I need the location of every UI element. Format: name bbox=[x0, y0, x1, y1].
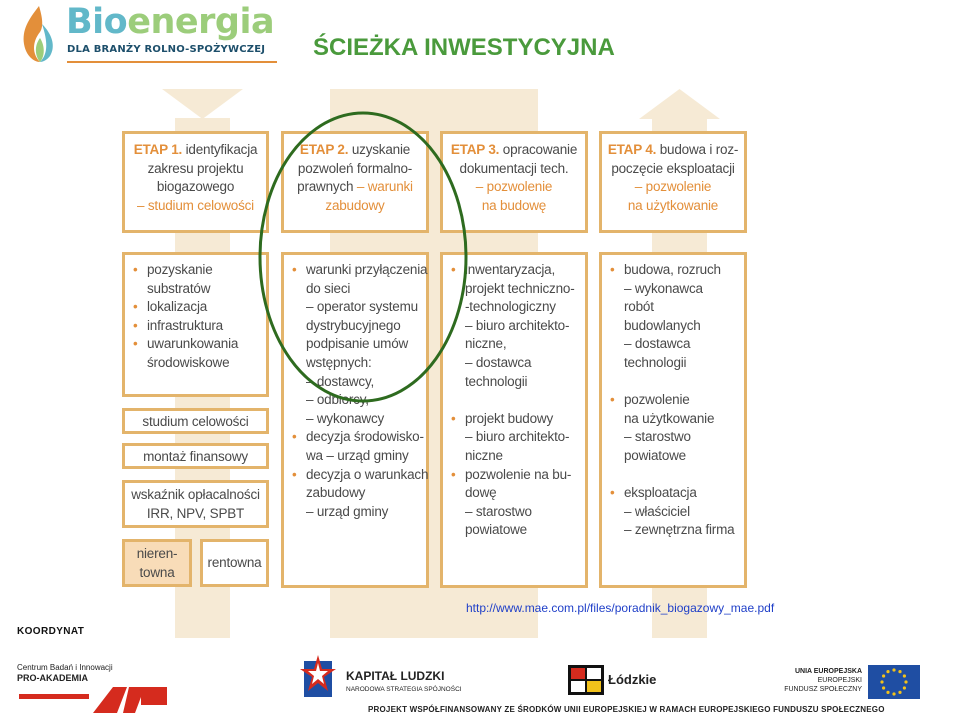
stage-1-title-line bbox=[129, 197, 262, 216]
list-item-text: lokalizacja bbox=[147, 299, 208, 315]
stage-4-list-item bbox=[610, 354, 742, 373]
list-item-text: na użytkowanie bbox=[624, 410, 715, 426]
stage-4-header-box bbox=[599, 131, 747, 233]
list-item-text: decyzja o warunkach bbox=[306, 466, 429, 482]
list-item-text: powiatowe bbox=[624, 447, 686, 463]
stage-4-list-item bbox=[610, 521, 742, 540]
list-item-text: wa – urząd gminy bbox=[306, 447, 409, 463]
stage-2-list-item bbox=[292, 410, 424, 429]
rentowna-box bbox=[200, 539, 269, 587]
stage-4-list-item bbox=[610, 391, 742, 410]
list-item-text: decyzja środowisko- bbox=[306, 429, 424, 445]
bullet-icon: • bbox=[451, 466, 456, 482]
stage-title-text: – pozwolenie bbox=[475, 179, 553, 195]
rentowna-label: rentowna bbox=[207, 555, 262, 570]
stage-1-list-item bbox=[133, 261, 264, 280]
list-item-text: dystrybucyjnego bbox=[306, 317, 401, 333]
bullet-icon: • bbox=[133, 317, 138, 333]
stage-1-list-item bbox=[133, 298, 264, 317]
highlight-ellipse bbox=[255, 108, 471, 406]
list-item-text: pozyskanie bbox=[147, 262, 213, 277]
stage-1-title-line bbox=[129, 178, 262, 197]
pro-akademia-ap-icon bbox=[17, 685, 177, 715]
cofinancing-footer-text: PROJEKT WSPÓŁFINANSOWANY ZE ŚRODKÓW UNII EUROPEJSKIEJ W RAMACH EUROPEJSKIEGO FUNDUSZU SPOŁECZNEGO bbox=[368, 705, 885, 714]
stage-title-text: opracowanie bbox=[502, 142, 578, 157]
stage-4-list-item bbox=[610, 428, 742, 447]
stage-2-list-item bbox=[292, 428, 424, 447]
list-item-text: warunki przyłączenia bbox=[306, 262, 428, 277]
cbi-label-line2: PRO-AKADEMIA bbox=[17, 673, 88, 683]
stage-title-text: ETAP 1. bbox=[133, 142, 186, 157]
montaz-finansowy-box bbox=[122, 443, 269, 469]
stage-2-list-item bbox=[292, 447, 424, 466]
list-item-text: – starostwo bbox=[465, 503, 532, 519]
stage-4-title-line bbox=[606, 160, 740, 179]
stage-4-list-item bbox=[610, 447, 742, 466]
stage-3-list-item bbox=[451, 466, 583, 485]
list-item-text: niczne bbox=[465, 447, 503, 463]
stage-3-list-item bbox=[451, 503, 583, 522]
stage-4-title-line bbox=[606, 141, 740, 160]
stage-title-text: dokumentacji tech. bbox=[459, 160, 569, 176]
eu-flag-icon bbox=[868, 665, 920, 699]
brand-divider bbox=[67, 61, 277, 63]
list-item-text: -technologiczny bbox=[465, 299, 556, 315]
list-item-text: dowę bbox=[465, 485, 497, 501]
list-item-text: – wykonawca bbox=[624, 280, 703, 296]
coordinator-label: KOORDYNAT bbox=[17, 626, 85, 637]
wskaznik-label-line1: wskaźnik opłacalności bbox=[131, 487, 260, 502]
stage-4-list-item bbox=[610, 298, 742, 317]
stage-2-list-item bbox=[292, 503, 424, 522]
list-item-text: – wykonawcy bbox=[306, 410, 385, 426]
stage-title-text: ETAP 3. bbox=[450, 142, 503, 157]
stage-title-text: poczęcie eksploatacji bbox=[611, 160, 735, 176]
stage-4-list-item bbox=[610, 484, 742, 503]
stage-4-list-item bbox=[610, 317, 742, 336]
stage-title-text: – warunki bbox=[356, 179, 413, 195]
bullet-icon: • bbox=[133, 336, 138, 352]
brand-name-part2: energia bbox=[127, 2, 275, 42]
list-item-text: eksploatacja bbox=[624, 485, 697, 501]
eu-label-line3: FUNDUSZ SPOŁECZNY bbox=[784, 686, 862, 693]
list-item-text: technologii bbox=[465, 373, 528, 389]
stage-title-text: zakresu projektu bbox=[147, 160, 244, 176]
stage-4-list-item bbox=[610, 335, 742, 354]
stage-1-list-item bbox=[133, 335, 264, 354]
list-item-text: projekt budowy bbox=[465, 410, 554, 426]
wskaznik-label-line2: IRR, NPV, SPBT bbox=[146, 505, 245, 521]
bullet-icon: • bbox=[133, 299, 138, 315]
list-item-text: – biuro architekto- bbox=[465, 429, 570, 445]
montaz-finansowy-label: montaż finansowy bbox=[143, 449, 248, 464]
stage-title-text: uzyskanie bbox=[351, 142, 411, 157]
stage-4-list-item bbox=[610, 410, 742, 429]
bullet-icon: • bbox=[292, 262, 297, 277]
stage-title-text: prawnych bbox=[297, 179, 357, 195]
kapital-ludzki-subtitle: NARODOWA STRATEGIA SPÓJNOŚCI bbox=[346, 686, 462, 693]
brand-name-part1: Bio bbox=[66, 2, 128, 42]
list-item-text: infrastruktura bbox=[147, 317, 223, 333]
bullet-icon: • bbox=[451, 262, 456, 277]
list-item-text: projekt techniczno- bbox=[465, 280, 575, 296]
list-item-text: pozwolenie na bu- bbox=[465, 466, 572, 482]
stage-title-text: biogazowego bbox=[156, 179, 235, 195]
stage-1-list-item bbox=[133, 317, 264, 336]
list-item-text: budowa, rozruch bbox=[624, 262, 721, 277]
stage-title-text: na budowę bbox=[481, 197, 547, 213]
nierentowna-box bbox=[122, 539, 192, 587]
bullet-icon: • bbox=[451, 410, 456, 426]
stage-1-list-item bbox=[133, 354, 264, 373]
list-item-text: – operator systemu bbox=[306, 299, 418, 315]
list-item-text: budowlanych bbox=[624, 317, 701, 333]
list-item-text: podpisanie umów bbox=[306, 336, 409, 352]
bullet-icon: • bbox=[610, 392, 615, 408]
stage-3-list-item bbox=[451, 410, 583, 429]
stage-title-text: budowa i roz- bbox=[659, 142, 739, 157]
stage-title-text: ETAP 4. bbox=[607, 142, 660, 157]
list-item-text: pozwolenie bbox=[624, 392, 690, 408]
kapital-ludzki-title: KAPITAŁ LUDZKI bbox=[346, 669, 445, 683]
stage-4-list-item bbox=[610, 503, 742, 522]
list-item-text: do sieci bbox=[306, 280, 351, 296]
list-item-text: technologii bbox=[624, 354, 687, 370]
eu-label-line1: UNIA EUROPEJSKA bbox=[794, 668, 862, 675]
studium-celowosci-box bbox=[122, 408, 269, 434]
list-item-text: wstępnych: bbox=[306, 354, 372, 370]
stage-title-text: pozwoleń formalno- bbox=[297, 160, 413, 176]
stage-4-list-item bbox=[610, 466, 742, 485]
stage-3-list-item bbox=[451, 447, 583, 466]
list-item-text: robót bbox=[624, 299, 654, 315]
stage-3-list-item bbox=[451, 484, 583, 503]
stage-2-list-item bbox=[292, 484, 424, 503]
list-item-text: – właściciel bbox=[624, 503, 690, 519]
bullet-icon: • bbox=[292, 466, 297, 482]
eu-label-line2: EUROPEJSKI bbox=[817, 677, 862, 684]
bullet-icon: • bbox=[133, 262, 138, 277]
stage-4-details-box bbox=[599, 252, 747, 588]
stage-title-text: – studium celowości bbox=[136, 197, 254, 213]
stage-4-title-line bbox=[606, 197, 740, 216]
bullet-icon: • bbox=[610, 485, 615, 501]
wskaznik-oplacalnosci-box bbox=[122, 480, 269, 528]
brand-tagline: DLA BRANŻY ROLNO-SPOŻYWCZEJ bbox=[67, 44, 266, 55]
list-item-text: niczne, bbox=[465, 336, 507, 352]
stage-1-header-box bbox=[122, 131, 269, 233]
list-item-text: uwarunkowania bbox=[147, 336, 239, 352]
nierentowna-label-line2: towna bbox=[139, 564, 175, 580]
brand-name bbox=[66, 2, 274, 42]
stage-title-text: ETAP 2. bbox=[299, 142, 352, 157]
stage-2-list-item bbox=[292, 466, 429, 485]
stage-3-list-item bbox=[451, 521, 583, 540]
list-item-text: inwentaryzacja, bbox=[465, 262, 556, 277]
stage-title-text: na użytkowanie bbox=[627, 197, 719, 213]
list-item-text: – starostwo bbox=[624, 429, 691, 445]
lodzkie-label: Łódzkie bbox=[608, 672, 657, 687]
stage-title-text: zabudowy bbox=[325, 197, 385, 213]
stage-1-list-item bbox=[133, 280, 264, 299]
studium-celowosci-label: studium celowości bbox=[142, 414, 249, 429]
lodzkie-logo-icon bbox=[568, 665, 604, 695]
stage-4-list-item bbox=[610, 280, 742, 299]
list-item-text: – odbiorcy, bbox=[306, 392, 369, 408]
list-item-text: – biuro architekto- bbox=[465, 317, 570, 333]
slide-title: ŚCIEŻKA INWESTYCYJNA bbox=[313, 34, 615, 61]
stage-1-title-line bbox=[129, 141, 262, 160]
bullet-icon: • bbox=[610, 262, 615, 277]
list-item-text: – dostawca bbox=[624, 336, 691, 352]
list-item-text: – urząd gminy bbox=[306, 503, 389, 519]
stage-title-text: – pozwolenie bbox=[634, 179, 712, 195]
stage-4-list-item bbox=[610, 373, 742, 392]
cbi-label-line1: Centrum Badań i Innowacji bbox=[17, 663, 113, 672]
list-item-text: zabudowy bbox=[306, 485, 366, 501]
stage-3-list-item bbox=[451, 428, 583, 447]
bioenergia-flame-logo bbox=[18, 4, 60, 64]
list-item-text: – dostawcy, bbox=[306, 373, 375, 389]
stage-4-title-line bbox=[606, 178, 740, 197]
list-item-text: środowiskowe bbox=[147, 354, 230, 370]
list-item-text: substratów bbox=[147, 280, 211, 296]
list-item-text: – dostawca bbox=[465, 354, 532, 370]
list-item-text: – zewnętrzna firma bbox=[624, 522, 735, 538]
source-url-link[interactable]: http://www.mae.com.pl/files/poradnik_biogazowy_mae.pdf bbox=[466, 601, 775, 615]
nierentowna-label-line1: nieren- bbox=[136, 546, 178, 561]
stage-1-title-line bbox=[129, 160, 262, 179]
kapital-ludzki-star-icon bbox=[296, 655, 340, 703]
stage-title-text: identyfikacja bbox=[185, 142, 258, 157]
stage-4-list-item bbox=[610, 261, 742, 280]
list-item-text: powiatowe bbox=[465, 522, 527, 538]
stage-1-details-box bbox=[122, 252, 269, 397]
bullet-icon: • bbox=[292, 429, 297, 445]
